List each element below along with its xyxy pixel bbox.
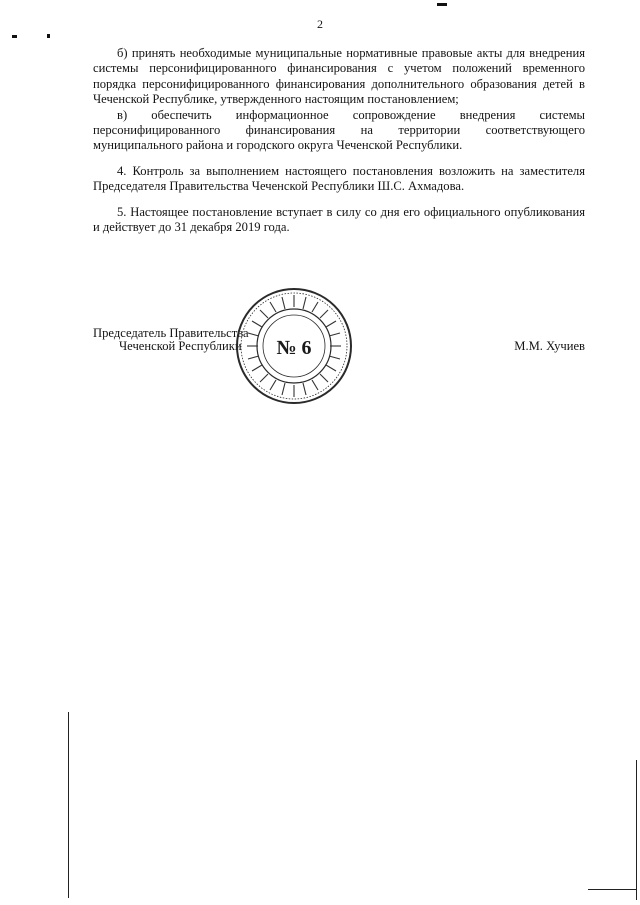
document-body	[93, 46, 585, 235]
paragraph-v: в) обеспечить информационное сопровождение внедрения системы персонифицированного финансирования на территории соответствующего муниципального района и городского округа Чеченской Республики.	[93, 107, 585, 153]
page-number: 2	[317, 17, 323, 31]
scan-mark-top	[437, 3, 447, 6]
paragraph-4: 4. Контроль за выполнением настоящего постановления возложить на заместителя Председателя Правительства Чеченской Республики Ш.С. Ахмадова.	[93, 163, 585, 194]
paragraph-b: б) принять необходимые муниципальные нормативные правовые акты для внедрения системы персонифицированного финансирования с учетом положений временного порядка персонифицированного финансирования дополнительного образования детей в Чеченской Республике, утвержденного настоящим постановлением;	[93, 46, 585, 107]
seal-number: № 6	[276, 337, 312, 359]
scan-edge-right	[636, 760, 637, 900]
scan-edge-left	[68, 712, 69, 898]
scan-mark-left-2	[47, 34, 50, 38]
signer-name: М.М. Хучиев	[514, 339, 585, 353]
paragraph-5: 5. Настоящее постановление вступает в силу со дня его официального опубликования и действует до 31 декабря 2019 года.	[93, 204, 585, 235]
scan-edge-bottom	[588, 889, 636, 890]
signer-title-line2: Чеченской Республики	[119, 339, 242, 353]
official-seal	[234, 286, 354, 406]
scan-mark-left-1	[12, 35, 17, 38]
signer-title-line1: Председатель Правительства	[93, 326, 249, 340]
